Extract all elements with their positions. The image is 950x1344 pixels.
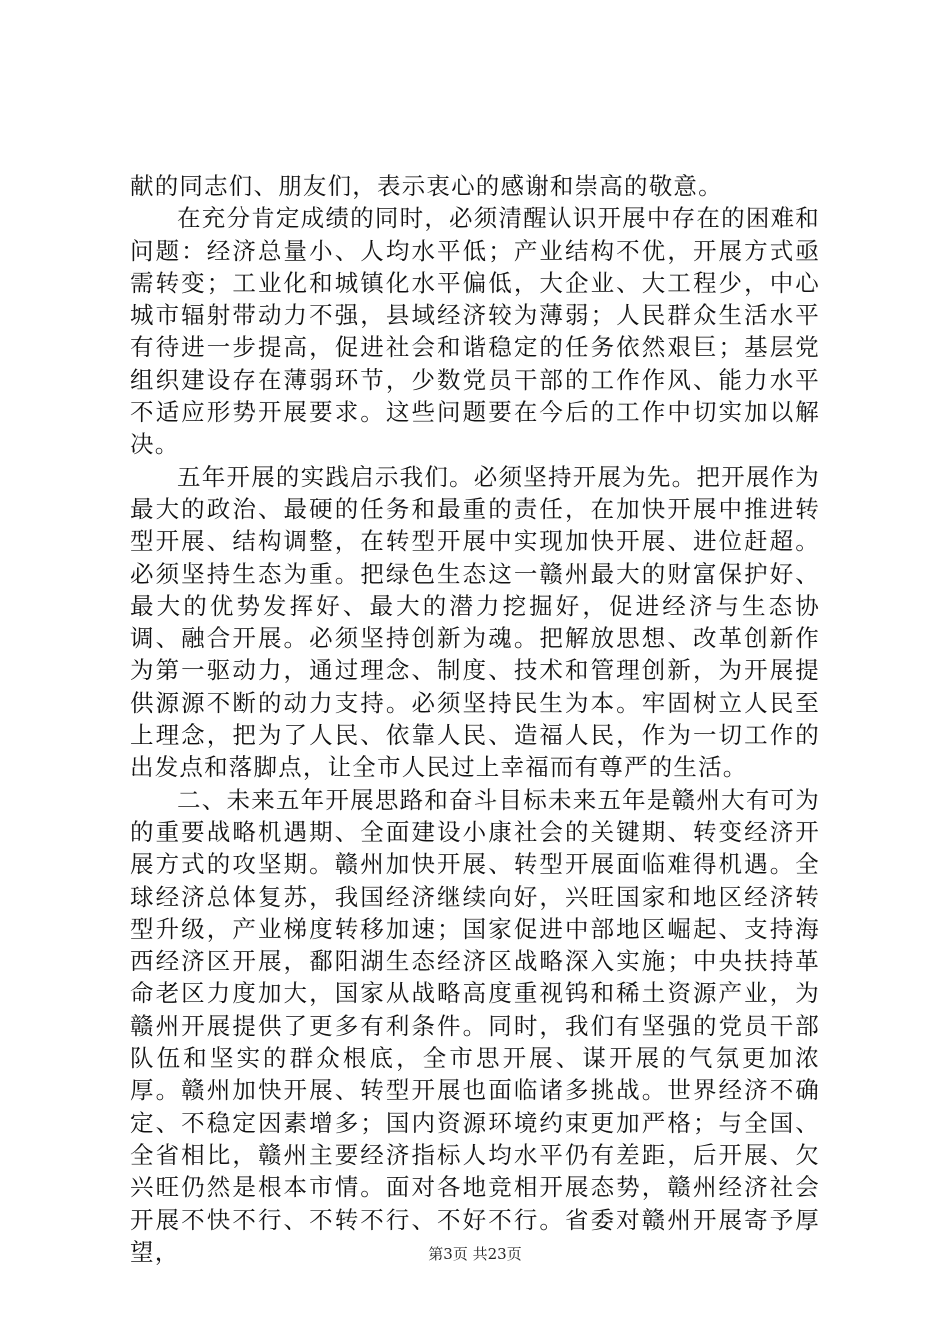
body-text [130, 170, 820, 1268]
page-number-footer: 第3页 共23页 [428, 1245, 522, 1263]
paragraph-future-goals: 二、未来五年开展思路和奋斗目标未来五年是赣州大有可为的重要战略机遇期、全面建设小康社会的关键期、转变经济开展方式的攻坚期。赣州加快开展、转型开展面临难得机遇。全球经济总体复苏，我国经济继续向好，兴旺国家和地区经济转型升级，产业梯度转移加速；国家促进中部地区崛起、支持海西经济区开展，鄱阳湖生态经济区战略深入实施；中央扶持革命老区力度加大，国家从战略高度重视钨和稀土资源产业，为赣州开展提供了更多有利条件。同时，我们有坚强的党员干部队伍和坚实的群众根底，全市思开展、谋开展的气氛更加浓厚。赣州加快开展、转型开展也面临诸多挑战。世界经济不确定、不稳定因素增多；国内资源环境约束更加严格；与全国、全省相比，赣州主要经济指标人均水平仍有差距，后开展、欠兴旺仍然是根本市情。面对各地竞相开展态势，赣州经济社会开展不快不行、不转不行、不好不行。省委对赣州开展寄予厚望， [130, 785, 820, 1266]
paragraph-continuation: 献的同志们、朋友们，表示衷心的感谢和崇高的敬意。 [130, 172, 723, 200]
paragraph-difficulties: 在充分肯定成绩的同时，必须清醒认识开展中存在的困难和问题：经济总量小、人均水平低；产业结构不优，开展方式亟需转变；工业化和城镇化水平偏低，大企业、大工程少，中心城市辐射带动力不强，县域经济较为薄弱；人民群众生活水平有待进一步提高，促进社会和谐稳定的任务依然艰巨；基层党组织建设存在薄弱环节，少数党员干部的工作作风、能力水平不适应形势开展要求。这些问题要在今后的工作中切实加以解决。 [130, 204, 820, 459]
paragraph-lessons: 五年开展的实践启示我们。必须坚持开展为先。把开展作为最大的政治、最硬的任务和最重的责任，在加快开展中推进转型开展、结构调整，在转型开展中实现加快开展、进位赶超。必须坚持生态为重。把绿色生态这一赣州最大的财富保护好、最大的优势发挥好、最大的潜力挖掘好，促进经济与生态协调、融合开展。必须坚持创新为魂。把解放思想、改革创新作为第一驱动力，通过理念、制度、技术和管理创新，为开展提供源源不断的动力支持。必须坚持民生为本。牢固树立人民至上理念，把为了人民、依靠人民、造福人民，作为一切工作的出发点和落脚点，让全市人民过上幸福而有尊严的生活。 [130, 462, 820, 782]
